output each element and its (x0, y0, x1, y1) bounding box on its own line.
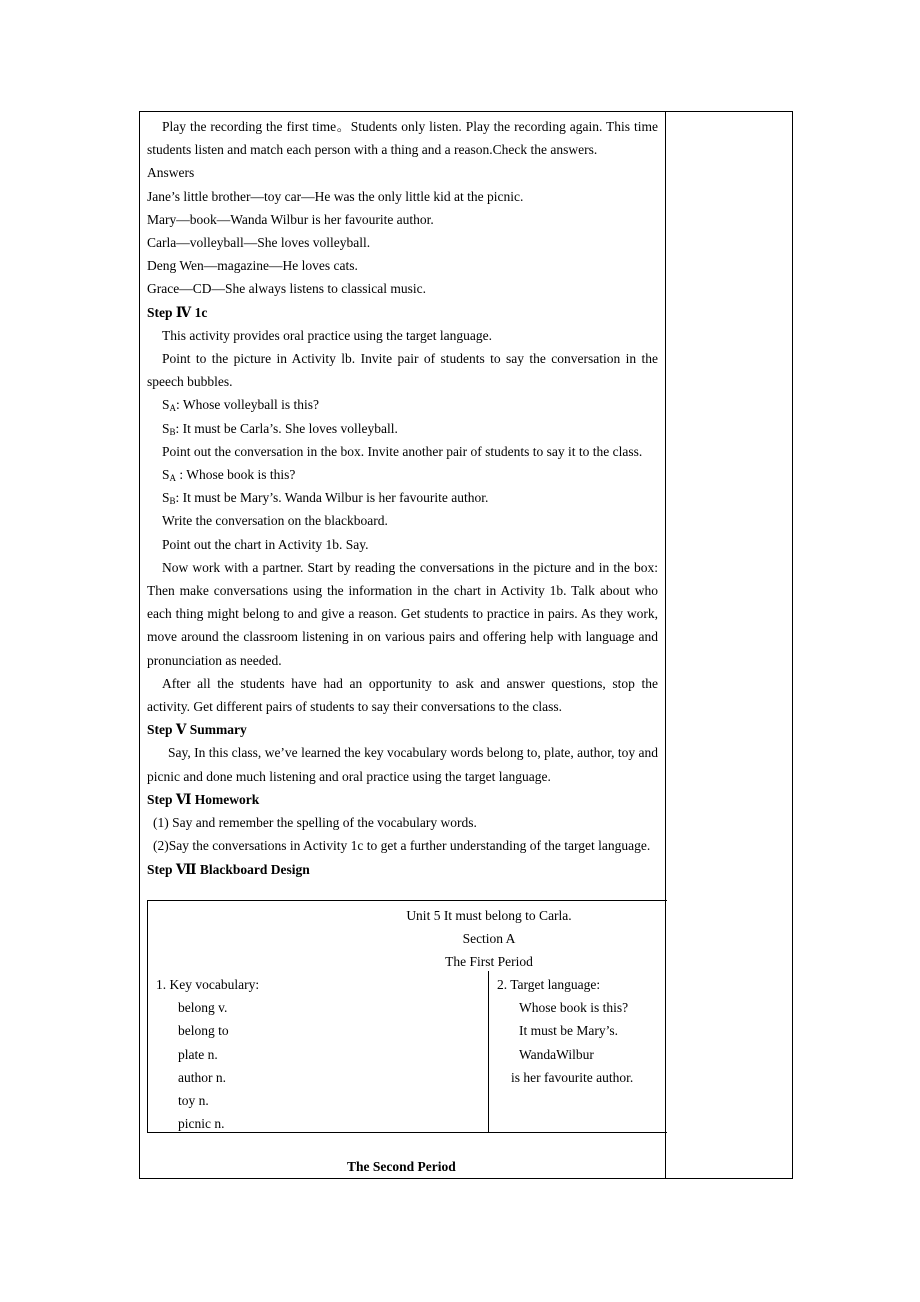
target-language-heading: 2. Target language: (497, 977, 601, 992)
step4-paragraph: This activity provides oral practice using the target language. (162, 327, 493, 343)
step4-paragraph: Point out the chart in Activity 1b. Say. (162, 536, 369, 552)
step5-heading: Step Ⅴ Summary (147, 722, 247, 738)
homework-item: (2)Say the conversations in Activity 1c to get a further understanding of the target language. (153, 838, 651, 854)
dialogue-line: $S_B$: It must be Carla’s. She loves volleyball. (162, 420, 398, 437)
vocabulary-item: author n. (178, 1069, 226, 1085)
blackboard-title-block (148, 904, 668, 974)
vocabulary-item: toy n. (178, 1093, 209, 1109)
answer-line: Carla—volleyball—She loves volleyball. (147, 235, 371, 251)
blackboard-section: Section A (462, 931, 516, 947)
vocabulary-item: belong v. (178, 1000, 228, 1016)
second-period-heading: The Second Period (347, 1159, 456, 1174)
step7-heading: Step Ⅶ Blackboard Design (147, 861, 310, 877)
step4-paragraph: Point out the conversation in the box. Invite another pair of students to say it to the class. (162, 443, 643, 459)
target-language-line: Whose book is this? (519, 1000, 629, 1016)
answer-line: Deng Wen—magazine—He loves cats. (147, 258, 358, 274)
target-language-line: WandaWilbur (519, 1046, 594, 1062)
answers-label: Answers (147, 165, 195, 181)
step6-heading: Step Ⅵ Homework (147, 791, 260, 807)
target-language-column (497, 973, 633, 1089)
vocabulary-column (156, 973, 259, 1135)
blackboard-divider (488, 971, 489, 1133)
vocabulary-heading: 1. Key vocabulary: (156, 977, 260, 992)
dialogue-line: $S_A$ : Whose book is this? (162, 467, 296, 484)
intro-paragraph: Play the recording the first time。Students only listen. Play the recording again. This time students listen and match each person with a thing and a reason.Check the answers. (147, 119, 658, 158)
vocabulary-item: belong to (178, 1023, 229, 1039)
step4-paragraph: Write the conversation on the blackboard. (162, 513, 388, 529)
target-language-line: is her favourite author. (511, 1069, 634, 1085)
homework-item: (1) Say and remember the spelling of the vocabulary words. (153, 815, 477, 831)
step4-paragraph: After all the students have had an opportunity to ask and answer questions, stop the activity. Get different pairs of students to say their conversations to the class. (147, 675, 658, 715)
answer-line: Jane’s little brother—toy car—He was the only little kid at the picnic. (147, 188, 524, 204)
dialogue-line: $S_B$: It must be Mary’s. Wanda Wilbur is her favourite author. (162, 490, 489, 507)
blackboard-title: Unit 5 It must belong to Carla. (406, 908, 572, 923)
dialogue-line: $S_A$: Whose volleyball is this? (162, 397, 319, 414)
vocabulary-item: plate n. (178, 1046, 218, 1062)
step5-paragraph: Say, In this class, we’ve learned the key vocabulary words belong to, plate, author, toy and picnic and done much listening and oral practice using the target language. (147, 745, 658, 784)
blackboard-period: The First Period (445, 954, 533, 970)
target-language-line: It must be Mary’s. (519, 1023, 618, 1039)
answer-line: Grace—CD—She always listens to classical music. (147, 281, 426, 297)
step4-paragraph: Now work with a partner. Start by reading the conversations in the picture and in the box: Then make conversations using the information in the chart in Activity 1b. Talk about who each thing might belong to and give a reason. Get students to practice in pairs. As they work, move around the classroom listening in on various pairs and offering help with language and pronunciation as needed. (147, 559, 658, 668)
step4-heading: Step Ⅳ 1c (147, 304, 208, 320)
answer-line: Mary—book—Wanda Wilbur is her favourite author. (147, 211, 434, 227)
blackboard-design (147, 900, 667, 1133)
step4-paragraph: Point to the picture in Activity lb. Invite pair of students to say the conversation in the speech bubbles. (147, 351, 658, 390)
lesson-content (147, 115, 658, 881)
vocabulary-item: picnic n. (178, 1116, 225, 1132)
